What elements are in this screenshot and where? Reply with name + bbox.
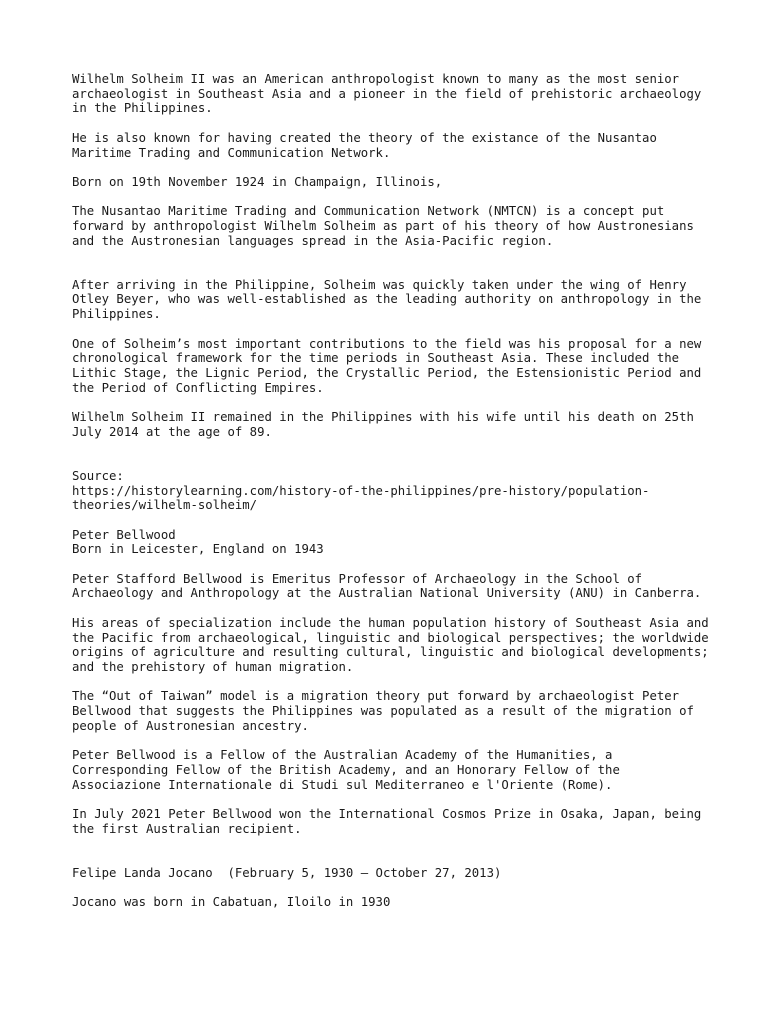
solheim-birth-paragraph: Born on 19th November 1924 in Champaign, Illinois, — [72, 174, 443, 189]
bellwood-professor-paragraph: Peter Stafford Bellwood is Emeritus Professor of Archaeology in the School of Archaeology and Anthropology at the Australian National University (ANU) in Canberra. — [72, 571, 702, 601]
bellwood-prize-paragraph: In July 2021 Peter Bellwood won the International Cosmos Prize in Osaka, Japan, being the first Australian recipient. — [72, 806, 702, 836]
out-of-taiwan-paragraph: The “Out of Taiwan” model is a migration theory put forward by archaeologist Peter Bellwood that suggests the Philippines was populated as a result of the migration of people of Austronesian ancestry. — [72, 689, 694, 733]
bellwood-fellow-paragraph: Peter Bellwood is a Fellow of the Australian Academy of the Humanities, a Corresponding Fellow of the British Academy, and an Honorary Fellow of the Associazione Internationale di Studi sul Mediterraneo e l'Oriente (Rome). — [72, 748, 620, 792]
document-body — [72, 72, 712, 924]
bellwood-born: Born in Leicester, England on 1943 — [72, 542, 324, 557]
jocano-birth-paragraph: Jocano was born in Cabatuan, Iloilo in 1930 — [72, 895, 391, 910]
bellwood-name: Peter Bellwood — [72, 527, 176, 542]
bellwood-header-block — [72, 528, 712, 557]
solheim-death-paragraph: Wilhelm Solheim II remained in the Philippines with his wife until his death on 25th July 2014 at the age of 89. — [72, 410, 694, 439]
solheim-intro-paragraph: Wilhelm Solheim II was an American anthropologist known to many as the most senior archaeologist in Southeast Asia and a pioneer in the field of prehistoric archaeology in the Philippines. — [72, 72, 702, 116]
solheim-nmtcn-paragraph: He is also known for having created the theory of the existance of the Nusantao Maritime Trading and Communication Network. — [72, 130, 657, 160]
spacer — [72, 263, 712, 278]
source-label: Source: — [72, 468, 124, 483]
spacer — [72, 454, 712, 469]
solheim-framework-paragraph: One of Solheim’s most important contributions to the field was his proposal for a new chronological framework for the time periods in Southeast Asia. These included the Lithic Stage, the Lignic Period, the Crystallic Period, the Estensionistic Period and the Period of Conflicting Empires. — [72, 336, 702, 395]
source-block — [72, 469, 712, 513]
spacer — [72, 851, 712, 866]
source-url-line-2: theories/wilhelm-solheim/ — [72, 498, 258, 513]
solheim-beyer-paragraph: After arriving in the Philippine, Solheim was quickly taken under the wing of Henry Otley Beyer, who was well-established as the leading authority on anthropology in the Philippines. — [72, 277, 702, 322]
nmtcn-definition-paragraph: The Nusantao Maritime Trading and Communication Network (NMTCN) is a concept put forward by anthropologist Wilhelm Solheim as part of his theory of how Austronesians and the Austronesian languages spread in the Asia-Pacific region. — [72, 204, 694, 248]
jocano-heading: Felipe Landa Jocano (February 5, 1930 – October 27, 2013) — [72, 865, 502, 880]
source-url-line-1: https://historylearning.com/history-of-the-philippines/pre-history/population- — [72, 483, 650, 498]
bellwood-specialization-paragraph: His areas of specialization include the human population history of Southeast Asia and the Pacific from archaeological, linguistic and biological perspectives; the worldwide origins of agriculture and resulting cultural, linguistic and biological developments; and the prehistory of human migration. — [72, 615, 709, 674]
